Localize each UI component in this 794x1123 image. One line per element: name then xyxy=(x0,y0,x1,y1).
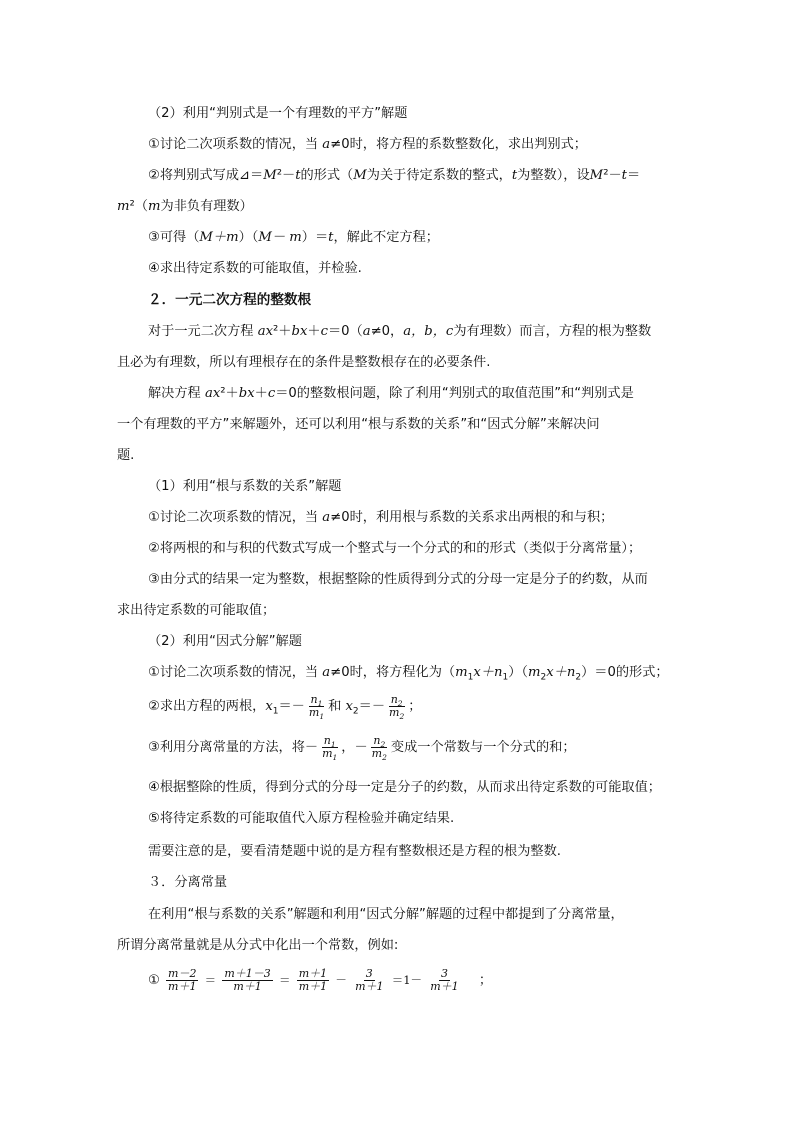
s2-heading: （2）利用“因式分解”解题 xyxy=(148,634,302,649)
s1-step2: ②将两根的和与积的代数式写成一个整式与一个分式的和的形式（类似于分离常量）； xyxy=(148,541,642,556)
note-paragraph: 需要注意的是，要看清楚题中说的是方程有整数根还是方程的根为整数. xyxy=(148,844,562,859)
section-2-title: ２．一元二次方程的整数根 xyxy=(148,292,312,308)
s2-step4: ④根据整除的性质，得到分式的分母一定是分子的约数，从而求出待定系数的可能取值； xyxy=(148,780,661,795)
example-fraction-1: $\frac{m-2}{m+1}$ xyxy=(168,966,197,993)
sec2-p2-line3: 题. xyxy=(117,448,135,463)
p2-step4: ④求出待定系数的可能取值，并检验. xyxy=(148,261,362,276)
p2-heading: （2）利用“判别式是一个有理数的平方”解题 xyxy=(148,106,408,121)
example-equation: ① $\frac{m-2}{m+1}$ ＝ $\frac{m+1-3}{m+1}$ ＝ $\frac{m+1}{m+1}$ － $\frac{3}{m+1}$ ＝1－ $\frac{3}{m+1}$ ； xyxy=(148,966,493,993)
example-fraction-3: $\frac{m+1}{m+1}$ xyxy=(298,966,328,993)
p2-step3: ③可得（M＋m）（M－ m）＝t，解此不定方程； xyxy=(148,230,439,245)
sec3-p1-line1: 在利用“根与系数的关系”解题和利用“因式分解”解题的过程中都提到了分离常量， xyxy=(148,907,624,922)
s2-step3: ③利用分离常量的方法，将－ $\frac{n_1}{m_1}$ ，－ $\frac{n_2}{m_2}$ 变成一个常数与一个分式的和； xyxy=(148,733,576,762)
section-3-title: ３．分离常量 xyxy=(148,875,228,890)
sec3-p1-line2: 所谓分离常量就是从分式中化出一个常数，例如: xyxy=(117,938,399,953)
p2-step1: ①讨论二次项系数的情况，当 a≠0时，将方程的系数整数化，求出判别式； xyxy=(148,137,587,152)
example-fraction-4: $\frac{3}{m+1}$ xyxy=(355,966,384,993)
sec2-p1-line2: 且必为有理数，所以有理根存在的条件是整数根存在的必要条件. xyxy=(117,355,491,370)
fraction-n1-m1-b: $\frac{n_1}{m_1}$ xyxy=(322,733,338,762)
p2-step2: ②将判别式写成⊿＝M²－t的形式（M为关于待定系数的整式，t为整数），设M²－t＝ xyxy=(148,168,641,183)
p2-step2-cont: m²（m为非负有理数） xyxy=(117,199,253,214)
s1-step1: ①讨论二次项系数的情况，当 a≠0时，利用根与系数的关系求出两根的和与积； xyxy=(148,510,614,525)
s1-step3-line1: ③由分式的结果一定为整数，根据整除的性质得到分式的分母一定是分子的约数，从而 xyxy=(148,572,648,587)
fraction-n2-m2: $\frac{n_2}{m_2}$ xyxy=(389,692,405,721)
sec2-p1-line1: 对于一元二次方程 ax²＋bx＋c＝0（a≠0，a，b，c为有理数）而言，方程的根为整数 xyxy=(148,324,652,339)
example-fraction-2: $\frac{m+1-3}{m+1}$ xyxy=(224,966,271,993)
fraction-n2-m2-b: $\frac{n_2}{m_2}$ xyxy=(371,733,387,762)
s2-step1: ①讨论二次项系数的情况，当 a≠0时，将方程化为$(m_1x+n_1)(m_2x+n_2)=0$的形式； xyxy=(148,665,669,683)
sec2-p2-line2: 一个有理数的平方”来解题外，还可以利用“根与系数的关系”和“因式分解”来解决问 xyxy=(117,417,600,432)
sec2-p2-line1: 解决方程 ax²＋bx＋c＝0的整数根问题，除了利用“判别式的取值范围”和“判别式是 xyxy=(148,386,634,401)
s1-step3-line2: 求出待定系数的可能取值； xyxy=(117,603,276,618)
s2-step2: ②求出方程的两根，$x_1=-$ $\frac{n_1}{m_1}$ 和 $x_2=-$ $\frac{n_2}{m_2}$ ； xyxy=(148,692,422,721)
example-fraction-5: $\frac{3}{m+1}$ xyxy=(430,966,459,993)
s2-step5: ⑤将待定系数的可能取值代入原方程检验并确定结果. xyxy=(148,811,455,826)
fraction-n1-m1: $\frac{n_1}{m_1}$ xyxy=(308,692,325,721)
s1-heading: （1）利用“根与系数的关系”解题 xyxy=(148,479,342,494)
